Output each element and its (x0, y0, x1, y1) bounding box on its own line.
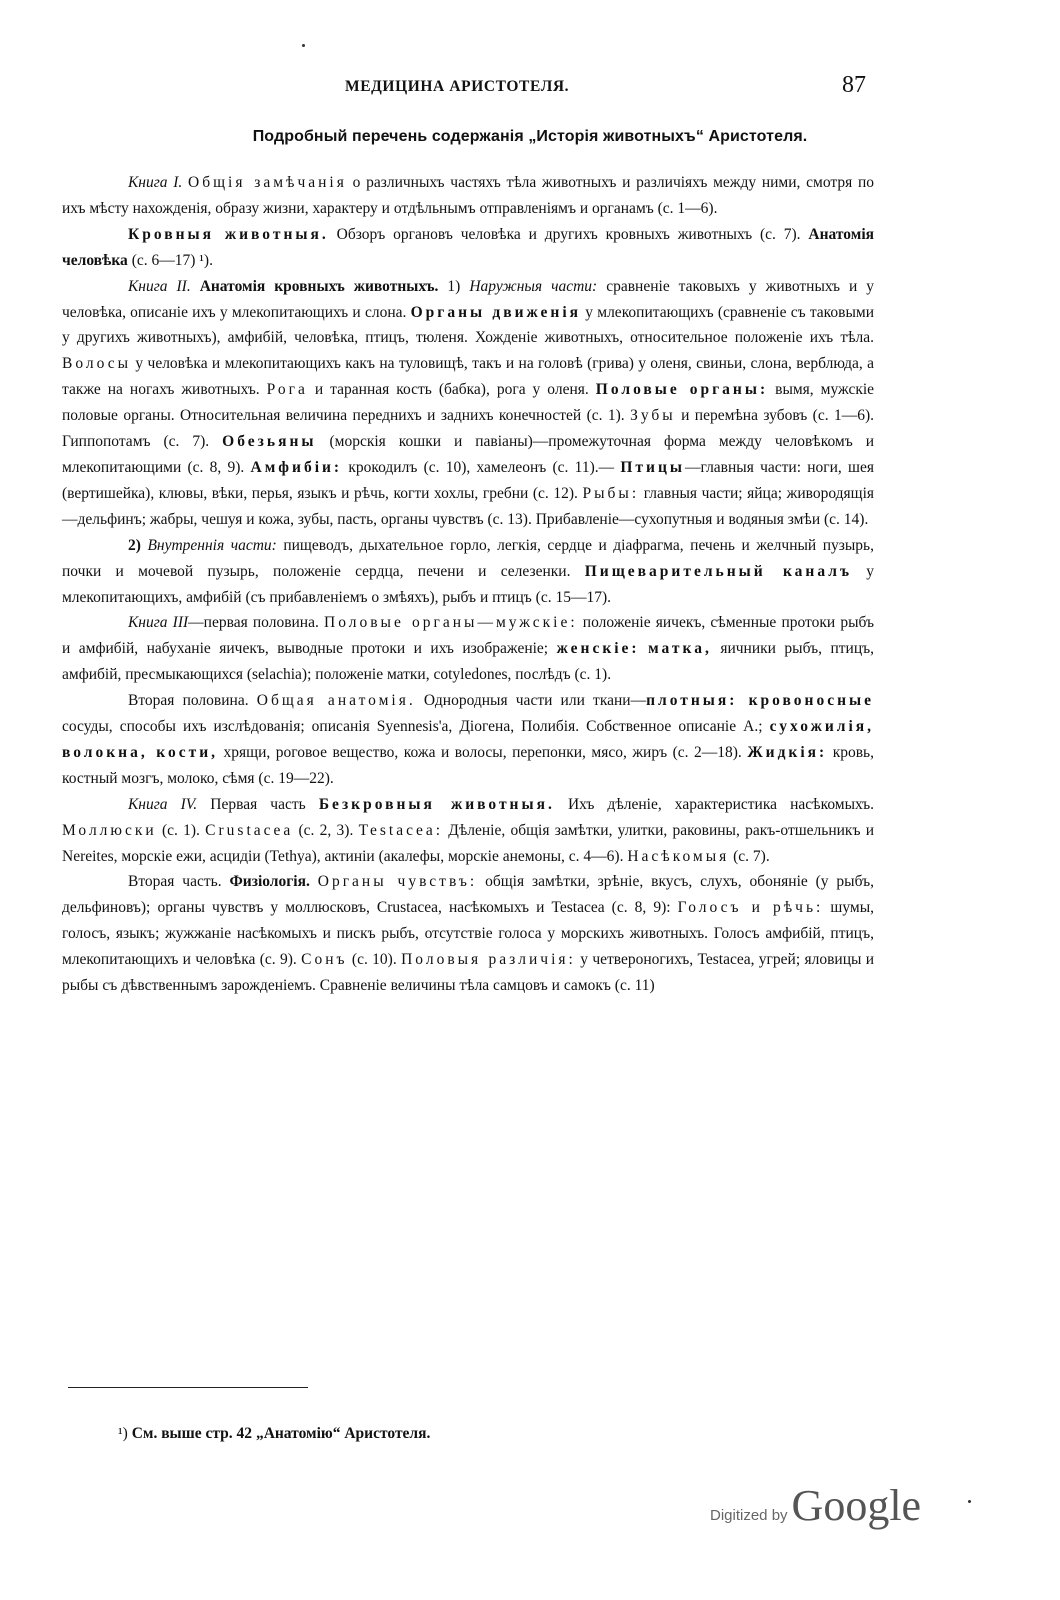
footnote-divider (68, 1387, 308, 1388)
paragraph-text: хрящи, роговое вещество, кожа и волосы, перепонки, мясо, жиръ (с. 2—18). (223, 743, 742, 761)
paragraph-text: о различныхъ частяхъ тѣла животныхъ и различіяхъ между ними, смотря по ихъ мѣсту нахожденія, образу жизни, характеру и отдѣльнымъ отправленіямъ и органамъ (с. 1—6). (62, 174, 874, 217)
paragraph-text: сравненіе таковыхъ у животныхъ и у человѣка, описаніе ихъ у млекопитающихъ и слона. (62, 277, 875, 321)
paragraph-text: Вторая половина. (128, 692, 249, 710)
paragraph-text: Вторая часть. (128, 873, 222, 891)
google-logo: Google (791, 1481, 922, 1530)
paragraph-text: у млекопитающихъ, амфибій (съ прибавленіемъ о змѣяхъ), рыбъ и птицъ (с. 15—17). (62, 562, 875, 606)
paragraph-book-3-second-half (62, 688, 874, 792)
book-heading: Книга IV. (128, 795, 198, 813)
spaced-term: Кровныя животныя. (128, 225, 329, 243)
spaced-term: Насѣкомыя (627, 847, 730, 865)
paragraph-text: Обзоръ органовъ человѣка и другихъ кровныхъ животныхъ (с. 7). (336, 225, 801, 243)
spaced-term: Общая анатомія. (256, 692, 416, 710)
footnote (118, 1425, 430, 1443)
spaced-term: Органы чувствъ: (317, 873, 478, 891)
italic-term: Наружныя части: (469, 277, 598, 295)
book-heading: Книга III (128, 614, 189, 632)
paragraph-text: у млекопитающихъ (сравненіе съ таковыми у другихъ животныхъ), амфибій, человѣка, птицъ, тюленя. Хожденіе животныхъ, относительное положеніе ихъ тѣла. (62, 303, 875, 347)
paragraph-text: (с. 1). (161, 821, 200, 839)
spaced-term: Обезьяны (222, 433, 317, 451)
paragraph-text: Дѣленіе, общія замѣтки, улитки, раковины, ракъ-отшельникъ и Nereites, морскіе ежи, асцидіи (Tethya), актиніи (акалефы, морскіе анемоны, с. 4—6). (62, 821, 875, 865)
spaced-term: Безкровныя животныя. (318, 795, 555, 813)
paragraph-text: у четвероногихъ, Testacea, угрей; яловицы и рыбы съ дѣвственнымъ зарожденіемъ. Сравненіе величины тѣла самцовъ и самокъ (с. 11) (62, 951, 875, 995)
paragraph-text: (с. 10). (351, 951, 397, 969)
paragraph-text: яичники рыбъ, птицъ, амфибій, пресмыкающихся (selachia); положеніе матки, cotyledones, послѣдъ (с. 1). (62, 640, 875, 684)
footnote-text: Аристотеля. (344, 1425, 431, 1442)
spaced-term: Голосъ и рѣчь: (677, 899, 824, 917)
spaced-term: Волосы (62, 355, 132, 373)
paragraph-book-1 (62, 170, 874, 222)
ink-speck (968, 1500, 971, 1503)
paragraph-text: пищеводъ, дыхательное горло, легкія, сердце и діафрагма, печень и желчный пузырь, почки и мочевой пузырь, положеніе сердца, печени и селезенки. (62, 536, 874, 580)
paragraph-text: —главныя части: ноги, шея (вертишейка), клювы, вѣки, перья, языкъ и рѣчь, когти хохлы, гребни (с. 12). (62, 458, 874, 502)
bold-term: Анатомія человѣка (62, 225, 875, 269)
paragraph-text: Ихъ дѣленіе, характеристика насѣкомыхъ. (567, 795, 875, 813)
paragraph-book-4-second-part (62, 869, 874, 999)
paragraph-text: —первая половина. (188, 614, 319, 632)
digitized-by-google-watermark (710, 1480, 921, 1531)
paragraph-internal-parts (62, 533, 874, 611)
paragraph-text: Первая часть (210, 795, 306, 813)
spaced-term: Рога (266, 381, 308, 399)
page-number: 87 (842, 72, 866, 98)
spaced-term: Рыбы: (582, 484, 640, 502)
spaced-term: Половыя различія: (401, 951, 576, 969)
paragraph-text: вымя, мужскіе половые органы. Относительная величина переднихъ и заднихъ конечностей (с. 1). (62, 381, 875, 425)
spaced-term: женскіе: (556, 640, 640, 658)
paragraph-book-3 (62, 610, 874, 688)
footnote-marker: ¹) (118, 1425, 128, 1442)
paragraph-text: (морскія кошки и павіаны)—промежуточная форма между человѣкомъ и млекопитающими (с. 8, 9). (62, 433, 875, 476)
spaced-term: матка, (648, 640, 712, 658)
paragraph-blooded-animals (62, 222, 874, 274)
paragraph-text: у человѣка и млекопитающихъ какъ на туловищѣ, такъ и на головѣ (грива) у оленя, свиньи, слона, верблюда, а также на ногахъ животныхъ. (62, 355, 875, 399)
running-title: МЕДИЦИНА АРИСТОТЕЛЯ. (345, 78, 570, 95)
paragraph-text: сосуды, способы ихъ изслѣдованія; описанія Syennesis'a, Діогена, Полибія. Собственное описаніе А.; (62, 718, 763, 736)
spaced-term: Общія замѣчанія (188, 174, 347, 191)
spaced-term: Testacea: (358, 821, 444, 839)
paragraph-text: шумы, голосъ, языкъ; жужжаніе насѣкомыхъ и пискъ рыбъ, отсутствіе голоса у морскихъ животныхъ. Голосъ амфибій, птицъ, млекопитающихъ и человѣка (с. 9). (62, 899, 875, 969)
bold-term: Физіологія. (229, 873, 310, 891)
paragraph-book-2 (62, 274, 874, 533)
book-heading: Книга I. (128, 174, 183, 191)
paragraph-text: и перемѣна зубовъ (с. 1—6). Гиппопотамъ (с. 7). (62, 407, 875, 451)
spaced-term: Сонъ (301, 951, 348, 969)
paragraph-text: положеніе яичекъ, сѣменные протоки рыбъ и амфибій, набуханіе яичекъ, выводные протоки и ихъ изображеніе; (62, 614, 875, 658)
paragraph-text: 1) (447, 277, 461, 295)
ink-speck (302, 44, 305, 47)
spaced-term: Жидкія: (747, 743, 828, 761)
spaced-term: сухожилія, волокна, кости, (62, 718, 875, 761)
paragraph-text: общія замѣтки, зрѣніе, вкусъ, слухъ, обоняніе (у рыбъ, дельфиновъ); органы чувствъ у моллюсковъ, Crustacea, насѣкомыхъ и Testacea (с. 8, 9): (62, 873, 874, 917)
spaced-term: Половые органы—мужскіе: (324, 614, 578, 632)
footnote-text: „Анатомію“ (255, 1425, 341, 1442)
book-heading: Книга II. (128, 277, 191, 295)
paragraph-text: и таранная кость (бабка), рога у оленя. (314, 381, 589, 399)
spaced-term: Амфибіи: (250, 458, 343, 476)
footnote-text: См. выше стр. 42 (131, 1425, 253, 1442)
italic-term: Внутреннія части: (147, 536, 277, 554)
paragraph-text: (с. 6—17) ¹). (131, 251, 213, 269)
bold-term: Анатомія кровныхъ животныхъ. (199, 277, 439, 295)
paragraph-text: 2) (128, 536, 141, 554)
paragraph-book-4 (62, 792, 874, 870)
paragraph-text: кровь, костный мозгъ, молоко, сѣмя (с. 19—22). (62, 743, 874, 787)
paragraph-text: главныя части; яйца; живородящія—дельфинъ; жабры, чешуя и кожа, зубы, пасть, органы чувствъ (с. 13). Прибавленіе—сухопутныя и водяныя змѣи (с. 14). (62, 484, 875, 528)
spaced-term: Зубы (630, 407, 676, 425)
paragraph-text: (с. 7). (733, 847, 770, 865)
spaced-term: Органы движенія (410, 303, 582, 321)
spaced-term: Половые органы: (595, 381, 769, 399)
digitized-by-label: Digitized by (710, 1507, 788, 1524)
spaced-term: Моллюски (62, 821, 157, 839)
spaced-term: Crustacea (205, 821, 294, 839)
spaced-term: Пищеварительный каналъ (584, 562, 852, 580)
paragraph-text: крокодилъ (с. 10), хамелеонъ (с. 11).— (348, 458, 615, 476)
body-text (62, 170, 874, 999)
paragraph-text: Однородныя части или ткани— (423, 692, 647, 710)
spaced-term: Птицы (620, 458, 685, 476)
paragraph-text: (с. 2, 3). (298, 821, 354, 839)
section-subtitle: Подробный перечень содержанія „Исторія животныхъ“ Аристотеля. (252, 128, 808, 145)
spaced-term: плотныя: кровоносные (646, 692, 875, 710)
